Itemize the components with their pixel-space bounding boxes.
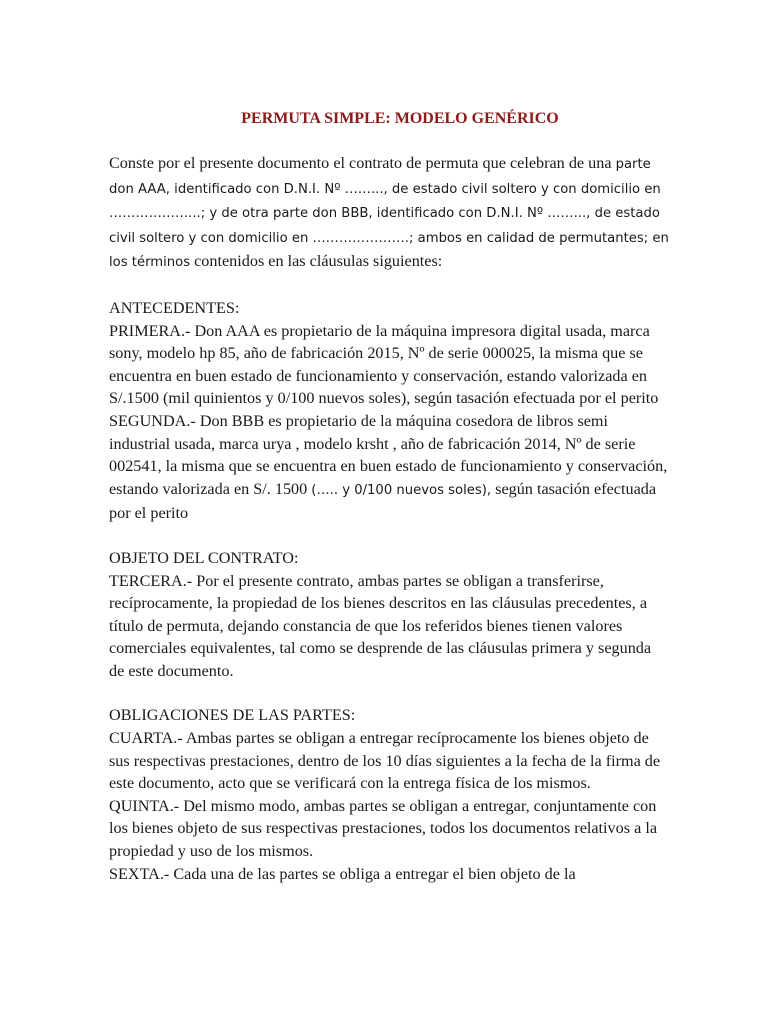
intro-text-2: parte don AAA, identificado con D.N.I. Nº ……..., de estado civil soltero y con domicilio en ………………...; y de otra parte don BBB, identificado con D.N.I. Nº ……..., de estado civil soltero y con domicilio en ………………….; ambos en calidad de permutantes; en los términos — [109, 157, 669, 271]
clause-tercera: TERCERA.- Por el presente contrato, ambas partes se obligan a transferirse, recíprocamente, la propiedad de los bienes descritos en las cláusulas precedentes, a título de permuta, dejando constancia de que los referidos bienes tienen valores comerciales equivalentes, tal como se desprende de las cláusulas primera y segunda de este documento. — [109, 571, 652, 680]
clause-cuarta: CUARTA.- Ambas partes se obligan a entregar recíprocamente los bienes objeto de sus respectivas prestaciones, dentro de los 10 días siguientes a la fecha de la firma de este documento, acto que se verificará con la entrega física de los mismos. — [109, 729, 661, 793]
clause-segunda-text-1: SEGUNDA.- Don BBB es propietario de la máquina cosedora de libros semi industrial usada, marca urya , modelo krsht , año de fabricación 2014, Nº de serie 002541, la misma que se encuentra en buen estado de funcionamiento y conservación, estando valorizada en S/. 1500 — [109, 411, 668, 498]
section-objeto — [109, 547, 669, 683]
heading-objeto: OBJETO DEL CONTRATO: — [109, 548, 299, 567]
clause-primera: PRIMERA.- Don AAA es propietario de la máquina impresora digital usada, marca sony, modelo hp 85, año de fabricación 2015, Nº de serie 000025, la misma que se encuentra en buen estado de funcionamiento y conservación, estando valorizada en S/.1500 (mil quinientos y 0/100 nuevos soles), según tasación efectuada por el perito — [109, 321, 659, 408]
intro-text-3: contenidos en las cláusulas siguientes: — [190, 252, 443, 271]
document-title: PERMUTA SIMPLE: MODELO GENÉRICO — [241, 110, 559, 127]
clause-segunda-text-3: según tasación efectuada por el perito — [109, 479, 657, 523]
section-obligaciones — [109, 704, 669, 885]
section-antecedentes — [109, 297, 669, 525]
clause-segunda — [109, 410, 669, 525]
document-body — [109, 108, 669, 907]
clause-quinta: QUINTA.- Del mismo modo, ambas partes se obligan a entregar, conjuntamente con los bienes objeto de sus respectivas prestaciones, todos los documentos relativos a la propiedad y uso de los mismos. — [109, 796, 658, 861]
intro-paragraph — [109, 152, 669, 275]
intro-text-1: Conste por el presente documento el contrato de permuta que celebran de una — [109, 154, 616, 172]
heading-obligaciones: OBLIGACIONES DE LAS PARTES: — [109, 706, 356, 725]
clause-segunda-text-2: (….. y 0/100 nuevos soles), — [311, 482, 492, 498]
heading-antecedentes: ANTECEDENTES: — [109, 298, 240, 317]
clause-sexta: SEXTA.- Cada una de las partes se obliga a entregar el bien objeto de la — [109, 864, 576, 883]
